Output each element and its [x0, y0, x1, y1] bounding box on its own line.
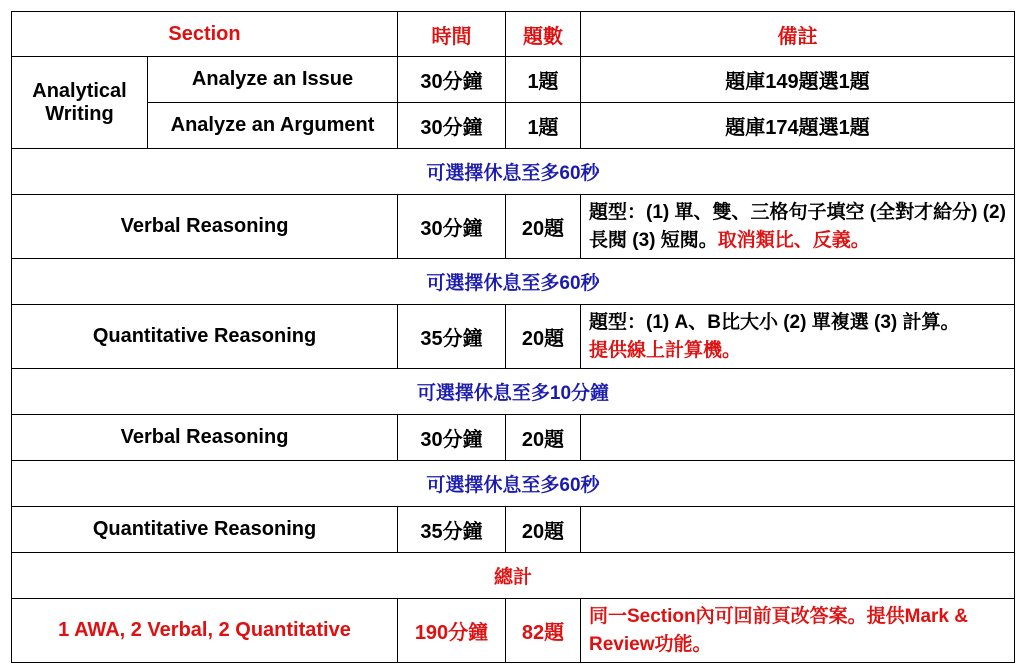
section-time: 30分鐘 [398, 195, 506, 259]
awa-group-label: Analytical Writing [12, 57, 148, 149]
break-row [12, 369, 1015, 415]
break-row [12, 461, 1015, 507]
section-count: 20題 [506, 415, 581, 461]
total-row [12, 599, 1015, 663]
task-count: 1題 [506, 103, 581, 149]
total-label: 總計 [12, 553, 1015, 599]
section-note-empty [581, 507, 1015, 553]
break-row [12, 149, 1015, 195]
break-row [12, 259, 1015, 305]
section-name: Verbal Reasoning [12, 415, 398, 461]
total-name: 1 AWA, 2 Verbal, 2 Quantitative [12, 599, 398, 663]
total-count: 82題 [506, 599, 581, 663]
table-row [12, 415, 1015, 461]
header-notes: 備註 [581, 12, 1015, 57]
section-count: 20題 [506, 195, 581, 259]
break-label: 可選擇休息至多10分鐘 [12, 369, 1015, 415]
header-time: 時間 [398, 12, 506, 57]
note-highlight: 取消類比、反義。 [717, 229, 870, 251]
task-note: 題庫174題選1題 [581, 103, 1015, 149]
note-highlight: 提供線上計算機。 [589, 339, 742, 361]
task-time: 30分鐘 [398, 57, 506, 103]
task-count: 1題 [506, 57, 581, 103]
total-header-row [12, 553, 1015, 599]
header-count: 題數 [506, 12, 581, 57]
section-note [581, 305, 1015, 369]
header-row [12, 12, 1015, 57]
break-label: 可選擇休息至多60秒 [12, 461, 1015, 507]
table-row [12, 305, 1015, 369]
section-time: 30分鐘 [398, 415, 506, 461]
note-text: 題型：(1) 單、雙、三格句子填空 (全對才給分) (2) 長閱 (3) 短閱。 [589, 201, 1006, 251]
section-note-empty [581, 415, 1015, 461]
task-name: Analyze an Issue [148, 57, 398, 103]
break-label: 可選擇休息至多60秒 [12, 149, 1015, 195]
break-label: 可選擇休息至多60秒 [12, 259, 1015, 305]
task-time: 30分鐘 [398, 103, 506, 149]
table-row [12, 507, 1015, 553]
task-note: 題庫149題選1題 [581, 57, 1015, 103]
section-count: 20題 [506, 305, 581, 369]
section-name: Quantitative Reasoning [12, 305, 398, 369]
total-note: 同一Section內可回前頁改答案。提供Mark & Review功能。 [581, 599, 1015, 663]
section-note [581, 195, 1015, 259]
section-name: Quantitative Reasoning [12, 507, 398, 553]
note-text: 題型：(1) A、B比大小 (2) 單複選 (3) 計算。 [589, 311, 960, 333]
task-name: Analyze an Argument [148, 103, 398, 149]
total-time: 190分鐘 [398, 599, 506, 663]
section-time: 35分鐘 [398, 305, 506, 369]
section-time: 35分鐘 [398, 507, 506, 553]
gre-structure-table [11, 11, 1015, 663]
table-row [12, 103, 1015, 149]
table-row [12, 57, 1015, 103]
header-section: Section [12, 12, 398, 57]
table-row [12, 195, 1015, 259]
section-name: Verbal Reasoning [12, 195, 398, 259]
section-count: 20題 [506, 507, 581, 553]
